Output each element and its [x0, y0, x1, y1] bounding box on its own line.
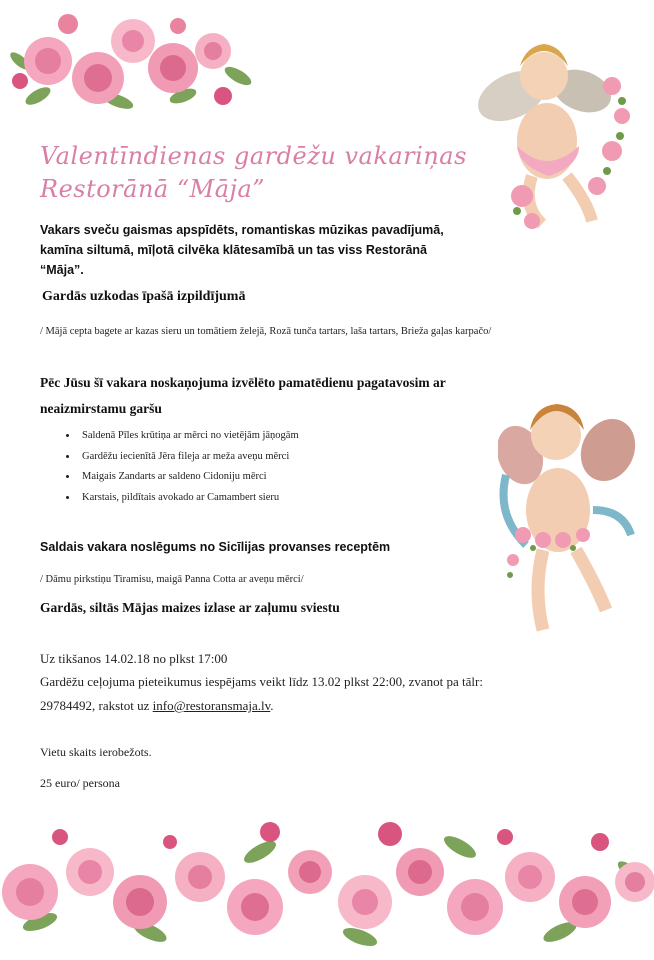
mains-heading: Pēc Jūsu šī vakara noskaņojuma izvēlēto pamatēdienu pagatavosim ar neaizmirstamu garšu [40, 375, 446, 416]
starters-heading: Gardās uzkodas īpašā izpildījumā [42, 289, 246, 304]
email-link[interactable]: info@restoransmaja.lv [152, 698, 271, 713]
main-dish-item: • Karstais, pildītais avokado ar Camambert sieru [78, 488, 299, 509]
event-title-line1: Valentīndienas gardēžu vakariņas [40, 142, 467, 170]
period: . [270, 698, 274, 713]
intro-text: Vakars sveču gaismas apspīdēts, romantiskas mūzikas pavadījumā, kamīna siltumā, mīļotā cilvēka klātesamībā un tas viss Restorānā “Māja”. [40, 223, 444, 277]
main-dish-item: • Saldenā Pīles krūtiņa ar mērci no vietējām jāņogām [78, 426, 299, 447]
event-date: Uz tikšanos 14.02.18 no plkst 17:00 [40, 651, 228, 666]
dessert-heading: Saldais vakara noslēgums no Sicīlijas provanses receptēm [40, 540, 391, 554]
limited-seats-note: Vietu skaits ierobežots. [40, 745, 152, 759]
mains-list [58, 426, 299, 508]
rose-garland-bottom-illustration [0, 812, 654, 960]
main-dish-item: • Maigais Zandarts ar saldeno Cidoniju mērci [78, 467, 299, 488]
starters-list: / Mājā cepta bagete ar kazas sieru un tomātiem želejā, Rozā tunča tartars, laša tartars, Brieža gaļas karpačo/ [40, 326, 492, 337]
booking-info: Gardēžu ceļojuma pieteikumus iespējams veikt līdz 13.02 plkst 22:00, zvanot pa tālr: [40, 674, 483, 689]
dessert-list: / Dāmu pirkstiņu Tiramisu, maigā Panna Cotta ar aveņu mērci/ [40, 574, 304, 585]
price: 25 euro/ persona [40, 776, 120, 790]
cherub-top-illustration [472, 36, 634, 234]
contact-line [40, 698, 274, 714]
cherub-middle-illustration [498, 400, 638, 636]
rose-garland-top-illustration [8, 6, 263, 116]
event-title-line2: Restorānā “Māja” [40, 175, 266, 203]
phone-number: 29784492, rakstot uz [40, 698, 153, 713]
main-dish-item: • Gardēžu iecienītā Jēra fileja ar meža aveņu mērci [78, 447, 299, 468]
bread-heading: Gardās, siltās Mājas maizes izlase ar zaļumu sviestu [40, 600, 340, 615]
